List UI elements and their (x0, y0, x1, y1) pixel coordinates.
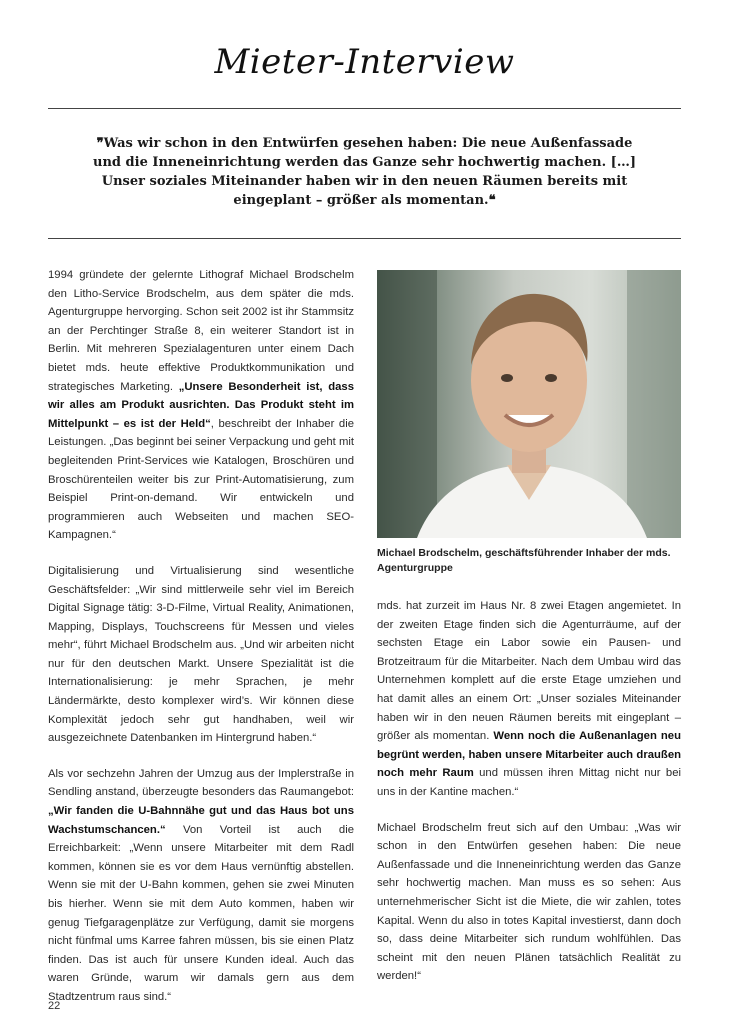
bottom-divider (48, 238, 681, 239)
right-column (377, 597, 681, 1003)
quote-close-icon: ❝ (488, 193, 496, 208)
top-divider (48, 108, 681, 109)
left-column (48, 266, 354, 1024)
portrait-photo (377, 270, 681, 538)
paragraph-1 (48, 266, 354, 545)
paragraph-5: Michael Brodschelm freut sich auf den Umbau: „Was wir schon in den Entwürfen gesehen haben: Die neue Außenfassade und die Inneneinrichtung werden das Ganze sehr hochwertig machen. Man muss es so sehen: Aus unternehmerischer Sicht ist die Miete, die wir zahlen, totes Kapital. Wenn du also in totes Kapital investierst, dann doch so, dass deine Mitarbeiter sich rundum wohlfühlen. Das scheint mit den neuen Plänen tatsächlich Realität zu werden!“ (377, 821, 681, 983)
bold-quote: „Unsere Besonderheit ist, dass wir alles am Produkt ausrichten. Das Produkt steht im Mittelpunkt – es ist der Held“ (48, 380, 354, 430)
text-run: , beschreibt der Inhaber die Leistungen. „Das beginnt bei seiner Verpackung und geht mit begleitenden Print-Services wie Katalogen, Broschüren und Broschürenteilen weiter bis zur Print-Automatisierung, zum Beispiel Print-on-demand. Wir entwickeln und programmieren auch Webseiten und machen SEO-Kampagnen.“ (48, 417, 354, 542)
page-number: 22 (48, 1000, 61, 1012)
text-run: mds. hat zurzeit im Haus Nr. 8 zwei Etagen angemietet. In der zweiten Etage finden sich die Agenturräume, auf der sechsten Etage ein Labor sowie ein Pausen- und Brotzeitraum für die Mitarbeiter. Nach dem Umbau wird das Unternehmen komplett auf die erste Etage umziehen und hat damit alles an einem Ort: „Unser soziales Miteinander haben wir in den neuen Räumen bereits mit eingeplant – größer als momentan. (377, 600, 681, 743)
pull-quote-text: Was wir schon in den Entwürfen gesehen haben: Die neue Außenfassade und die Inneneinrichtung werden das Ganze sehr hochwertig machen. […] Unser soziales Miteinander haben wir in den neuen Räumen bereits mit eingeplant – größer als momentan. (93, 136, 636, 208)
portrait-illustration (377, 270, 681, 538)
bold-quote: „Wir fanden die U-Bahnnähe gut und das Haus bot uns Wachstumschancen.“ (48, 805, 354, 836)
page-title: Mieter-Interview (214, 42, 515, 82)
text-run: Als vor sechzehn Jahren der Umzug aus der Implerstraße in Sendling anstand, überzeugte besonders das Raumangebot: (48, 767, 354, 799)
paragraph-2: Digitalisierung und Virtualisierung sind wesentliche Geschäftsfelder: „Wir sind mittlerweile sehr viel im Bereich Digital Signage tätig: 3-D-Filme, Virtual Reality, Animationen, Mapping, Displays, Touchscreens für Messen und vieles mehr“, führt Michael Brodschelm aus. „Und wir arbeiten nicht nur für den deutschen Markt. Unsere Spezialität ist die Internationalisierung: je mehr Sprachen, je mehr Ländermärkte, desto komplexer wird’s. Wir können diese Komplexität jedoch sehr gut handhaben, weil wir ausgezeichnete Datenbanken im Hintergrund haben.“ (48, 564, 354, 745)
paragraph-4 (377, 597, 681, 802)
text-run: 1994 gründete der gelernte Lithograf Michael Brodschelm den Litho-Service Brodschelm, aus dem später die mds. Agenturgruppe hervorging. Schon seit 2002 ist ihr Stammsitz an der Perchtinger Straße 8, ein weiterer Standort ist in Berlin. Mit mehreren Spezialagenturen unter einem Dach bietet mds. heute effektive Produktkommunikation und strategisches Marketing. (48, 269, 354, 393)
pull-quote (90, 134, 639, 210)
text-run: Von Vorteil ist auch die Erreichbarkeit: „Wenn unsere Mitarbeiter mit dem Radl kommen, können sie es vor dem Haus vernünftig abstellen. Wenn sie mit der U-Bahn kommen, gehen sie zwei Minuten bis hierher. Wenn sie mit dem Auto kommen, haben wir genug Tiefgaragenplätze zur Verfügung, damit sie morgens nicht fünfmal ums Karree fahren müssen, bis sie einen Platz finden. Das ist auch für unsere Kunden ideal. Auch das waren Gründe, warum wir damals gern aus dem Stadtzentrum raus sind.“ (48, 823, 354, 1003)
paragraph-3 (48, 765, 354, 1007)
text-run: und müssen ihren Mittag nicht nur bei uns in der Kantine machen.“ (377, 767, 681, 798)
photo-caption: Michael Brodschelm, geschäftsführender Inhaber der mds. Agenturgruppe (377, 547, 671, 574)
quote-open-icon: ❞ (96, 136, 104, 151)
bold-quote: Wenn noch die Außenanlagen neu begrünt werden, haben unsere Mitarbeiter auch draußen noch mehr Raum (377, 730, 681, 780)
